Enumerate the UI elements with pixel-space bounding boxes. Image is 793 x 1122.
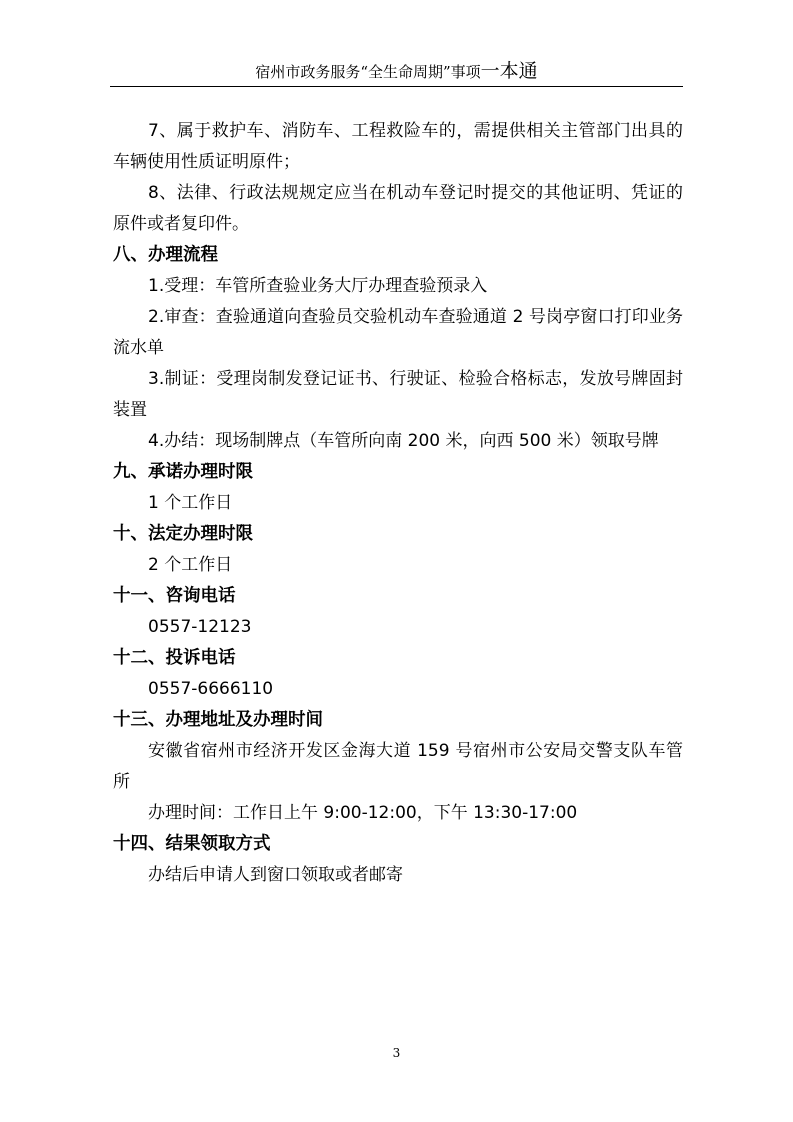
- document-body: [113, 116, 683, 891]
- page-number: 3: [392, 1046, 401, 1060]
- header-divider: [110, 86, 683, 87]
- consult-phone-value: 0557-12123: [148, 617, 252, 637]
- process-step: 1.受理：车管所查验业务大厅办理查验预录入: [148, 276, 488, 296]
- header-title-suffix: 一本通: [480, 60, 538, 82]
- office-hours: 办理时间：工作日上午 9:00-12:00，下午 13:30-17:00: [148, 803, 578, 823]
- section-heading-consult-phone: 十一、咨询电话: [113, 586, 236, 606]
- paragraph-item-8: 8、法律、行政法规规定应当在机动车登记时提交的其他证明、凭证的原件或者复印件。: [113, 183, 683, 234]
- paragraph-item-7: 7、属于救护车、消防车、工程救险车的，需提供相关主管部门出具的车辆使用性质证明原件；: [113, 121, 683, 172]
- section-heading-address-hours: 十三、办理地址及办理时间: [113, 710, 323, 730]
- section-heading-complaint-phone: 十二、投诉电话: [113, 648, 236, 668]
- section-heading-process: 八、办理流程: [113, 245, 218, 265]
- section-heading-legal-time: 十、法定办理时限: [113, 524, 253, 544]
- process-step: 4.办结：现场制牌点（车管所向南 200 米，向西 500 米）领取号牌: [148, 431, 659, 451]
- section-heading-promised-time: 九、承诺办理时限: [113, 462, 253, 482]
- legal-time-value: 2 个工作日: [148, 555, 233, 575]
- page-header: [110, 58, 683, 84]
- header-title-prefix: 宿州市政务服务“全生命周期”事项: [255, 63, 481, 81]
- office-address: 安徽省宿州市经济开发区金海大道 159 号宿州市公安局交警支队车管所: [113, 741, 683, 792]
- promised-time-value: 1 个工作日: [148, 493, 233, 513]
- complaint-phone-value: 0557-6666110: [148, 679, 274, 699]
- process-step: 2.审查：查验通道向查验员交验机动车查验通道 2 号岗亭窗口打印业务流水单: [113, 307, 683, 358]
- process-step: 3.制证：受理岗制发登记证书、行驶证、检验合格标志，发放号牌固封装置: [113, 369, 683, 420]
- section-heading-result-pickup: 十四、结果领取方式: [113, 834, 271, 854]
- result-pickup-value: 办结后申请人到窗口领取或者邮寄: [148, 865, 403, 885]
